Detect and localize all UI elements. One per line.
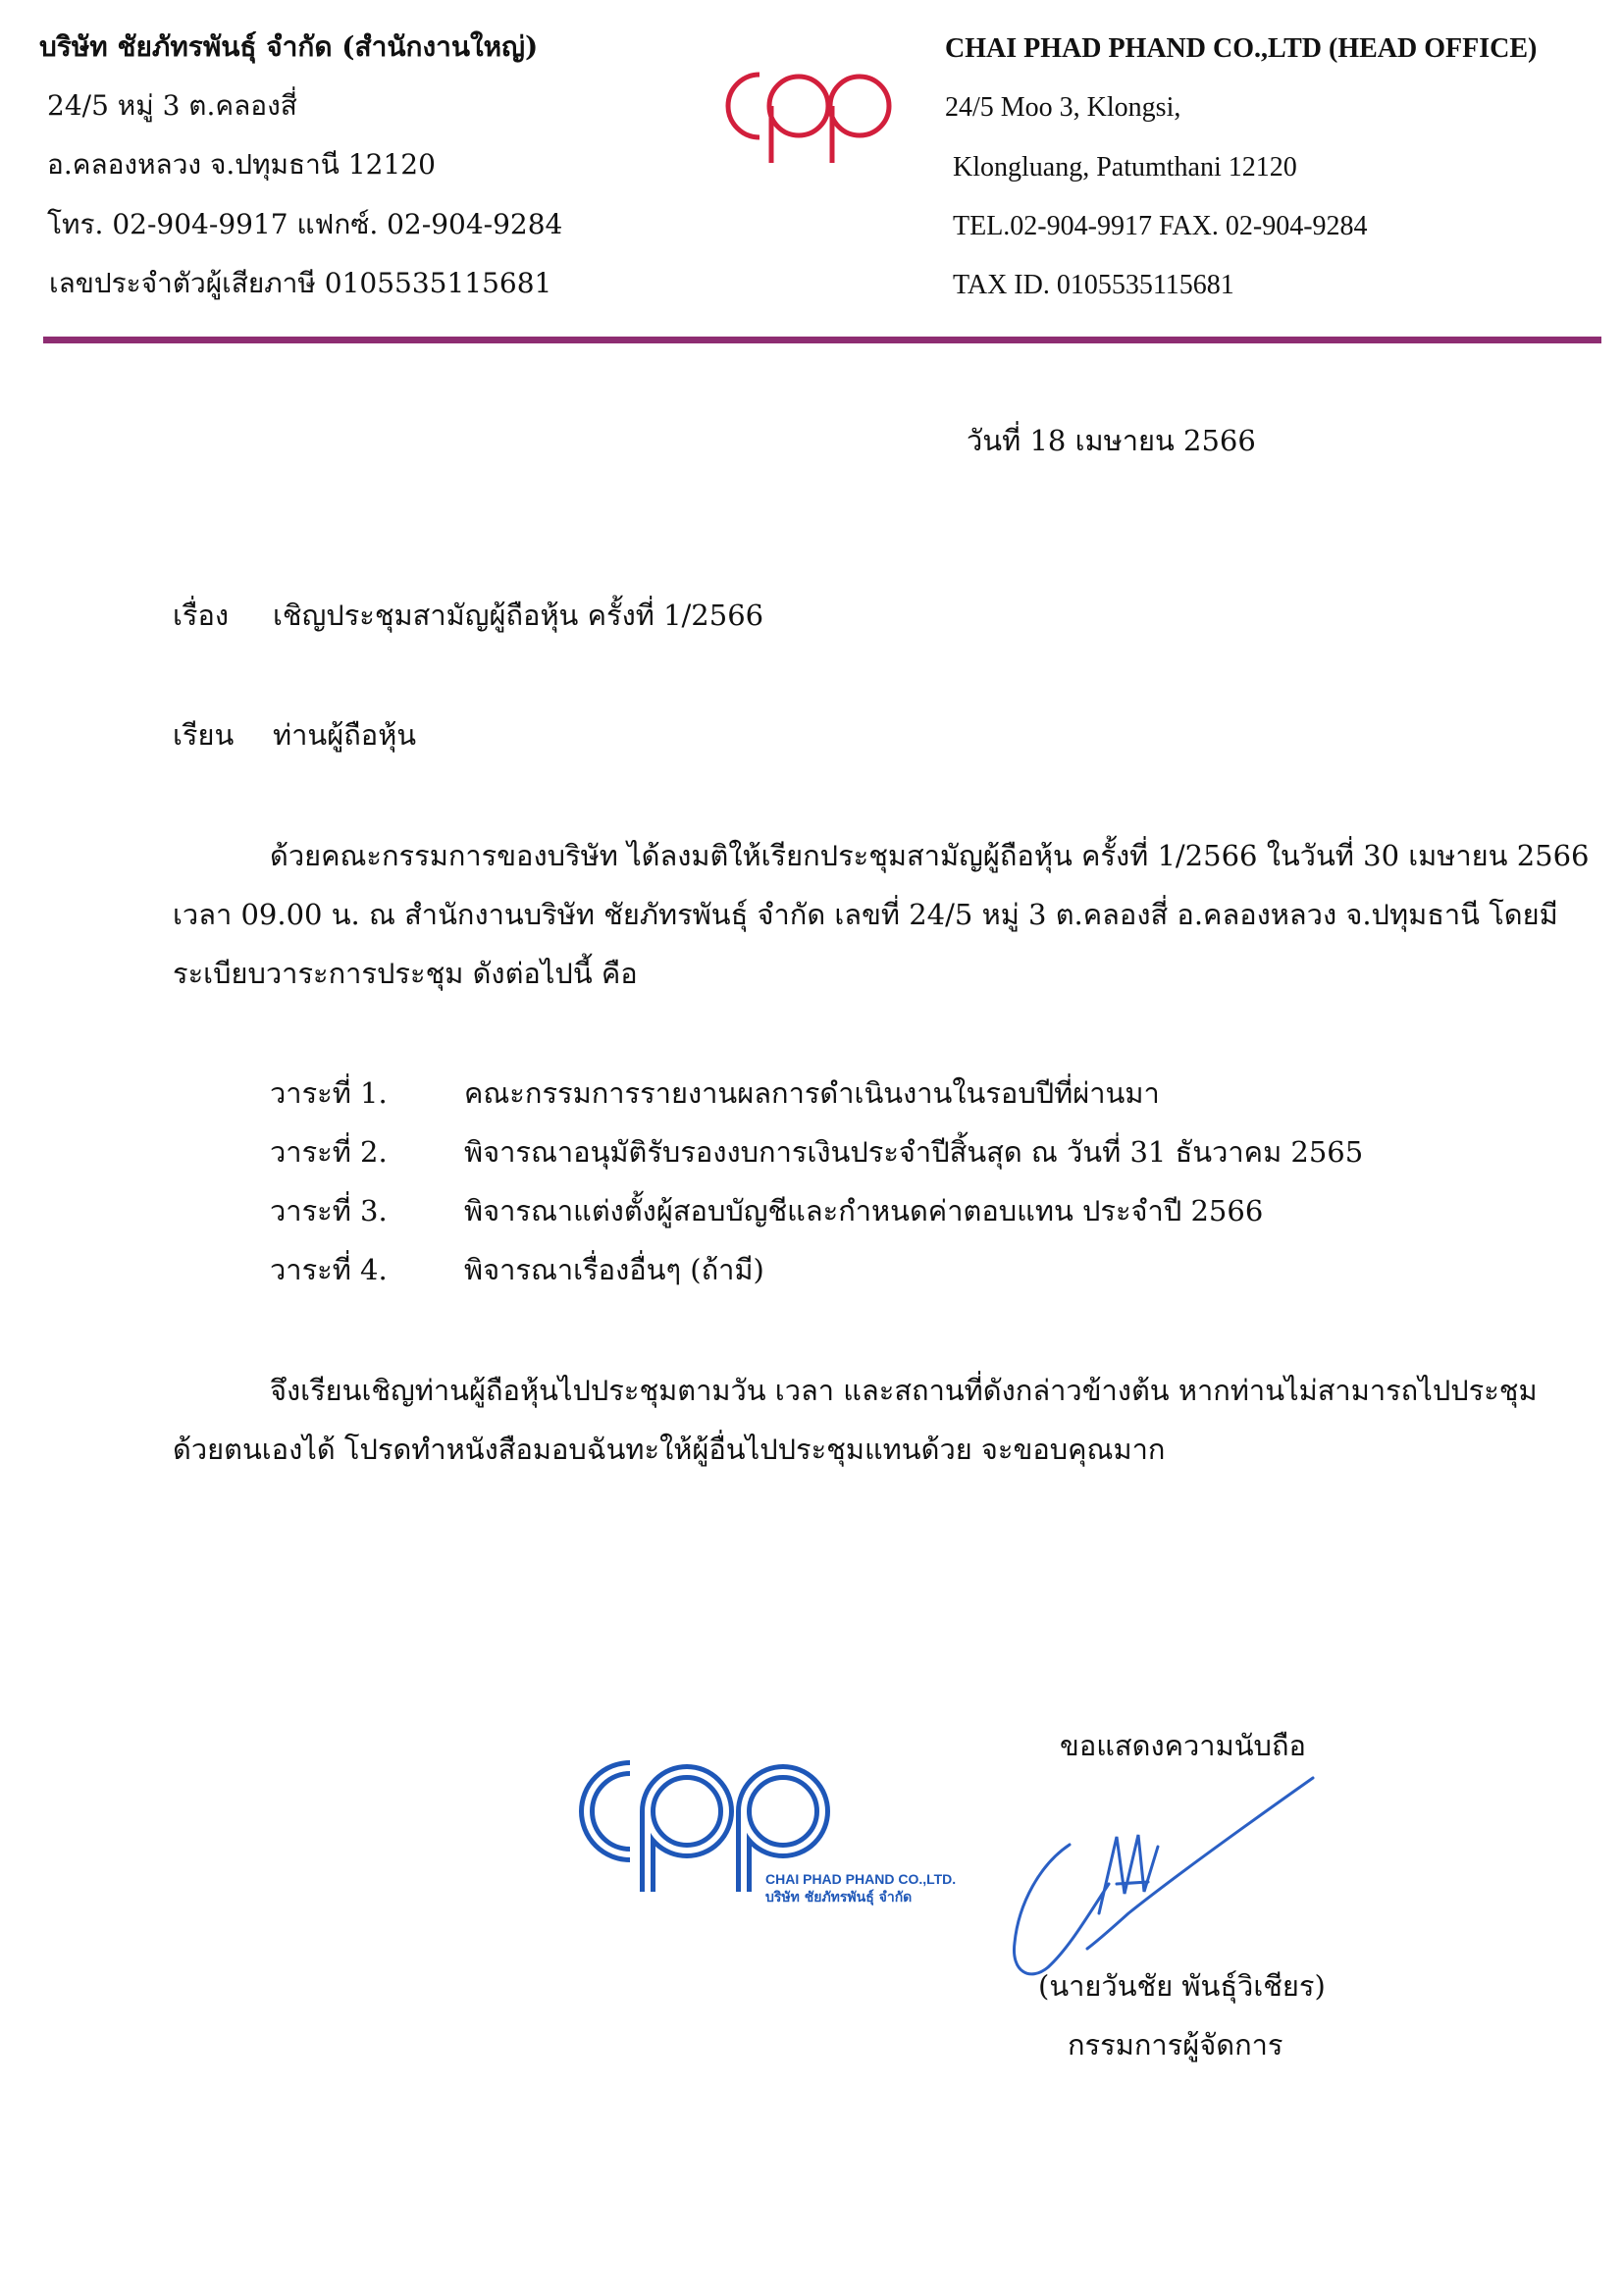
address-line2-english: Klongluang, Patumthani 12120 [953,152,1297,183]
phone-line-thai: โทร. 02-904-9917 แฟกซ์. 02-904-9284 [47,208,563,240]
company-stamp [561,1747,973,1923]
agenda-text-1: คณะกรรมการรายงานผลการดำเนินงานในรอบปีที่ผ่านมา [464,1076,1160,1110]
agenda-label-3: วาระที่ 3. [270,1194,388,1227]
company-name-thai: บริษัท ชัยภัทรพันธุ์ จำกัด (สำนักงานใหญ่) [39,30,539,63]
to-label: เรียน [173,718,235,752]
address-line1-english: 24/5 Moo 3, Klongsi, [945,92,1181,123]
subject-text: เชิญประชุมสามัญผู้ถือหุ้น ครั้งที่ 1/2566 [273,599,764,632]
signer-name: (นายวันชัย พันธุ์วิเชียร) [1038,1969,1326,2003]
tax-id-english: TAX ID. 0105535115681 [953,270,1234,300]
company-name-english: CHAI PHAD PHAND CO.,LTD (HEAD OFFICE) [945,33,1538,64]
to-text: ท่านผู้ถือหุ้น [273,718,417,752]
stamp-thai-name: บริษัท ชัยภัทรพันธุ์ จำกัด [765,1890,913,1905]
address-line1-thai: 24/5 หมู่ 3 ต.คลองสี่ [47,89,297,122]
address-line2-thai: อ.คลองหลวง จ.ปทุมธานี 12120 [47,148,436,181]
paragraph1-line1: ด้วยคณะกรรมการของบริษัท ได้ลงมติให้เรียกประชุมสามัญผู้ถือหุ้น ครั้งที่ 1/2566 ในวันที่ 30 เมษายน 2566 [270,839,1590,872]
signer-title: กรรมการผู้จัดการ [1068,2028,1283,2061]
agenda-label-4: วาระที่ 4. [270,1253,388,1286]
agenda-text-2: พิจารณาอนุมัติรับรองงบการเงินประจำปีสิ้นสุด ณ วันที่ 31 ธันวาคม 2565 [464,1135,1364,1169]
paragraph1-line3: ระเบียบวาระการประชุม ดังต่อไปนี้ คือ [173,957,638,990]
header-divider [43,337,1601,343]
phone-line-english: TEL.02-904-9917 FAX. 02-904-9284 [953,211,1368,241]
company-logo [705,51,901,169]
agenda-text-4: พิจารณาเรื่องอื่นๆ (ถ้ามี) [464,1253,764,1286]
closing-text: ขอแสดงความนับถือ [1060,1729,1306,1762]
subject-label: เรื่อง [173,599,230,632]
agenda-label-1: วาระที่ 1. [270,1076,388,1110]
tax-id-thai: เลขประจำตัวผู้เสียภาษี 0105535115681 [49,267,552,299]
agenda-label-2: วาระที่ 2. [270,1135,388,1169]
agenda-text-3: พิจารณาแต่งตั้งผู้สอบบัญชีและกำหนดค่าตอบแทน ประจำปี 2566 [464,1194,1264,1227]
paragraph2-line2: ด้วยตนเองได้ โปรดทำหนังสือมอบฉันทะให้ผู้อื่นไปประชุมแทนด้วย จะขอบคุณมาก [173,1433,1166,1466]
paragraph2-line1: จึงเรียนเชิญท่านผู้ถือหุ้นไปประชุมตามวัน เวลา และสถานที่ดังกล่าวข้างต้น หากท่านไม่สามารถไปประชุม [270,1374,1538,1407]
paragraph1-line2: เวลา 09.00 น. ณ สำนักงานบริษัท ชัยภัทรพันธุ์ จำกัด เลขที่ 24/5 หมู่ 3 ต.คลองสี่ อ.คลองหลวง จ.ปทุมธานี โดยมี [173,898,1558,931]
stamp-english-name: CHAI PHAD PHAND CO.,LTD. [765,1871,957,1887]
letter-date: วันที่ 18 เมษายน 2566 [967,424,1256,457]
